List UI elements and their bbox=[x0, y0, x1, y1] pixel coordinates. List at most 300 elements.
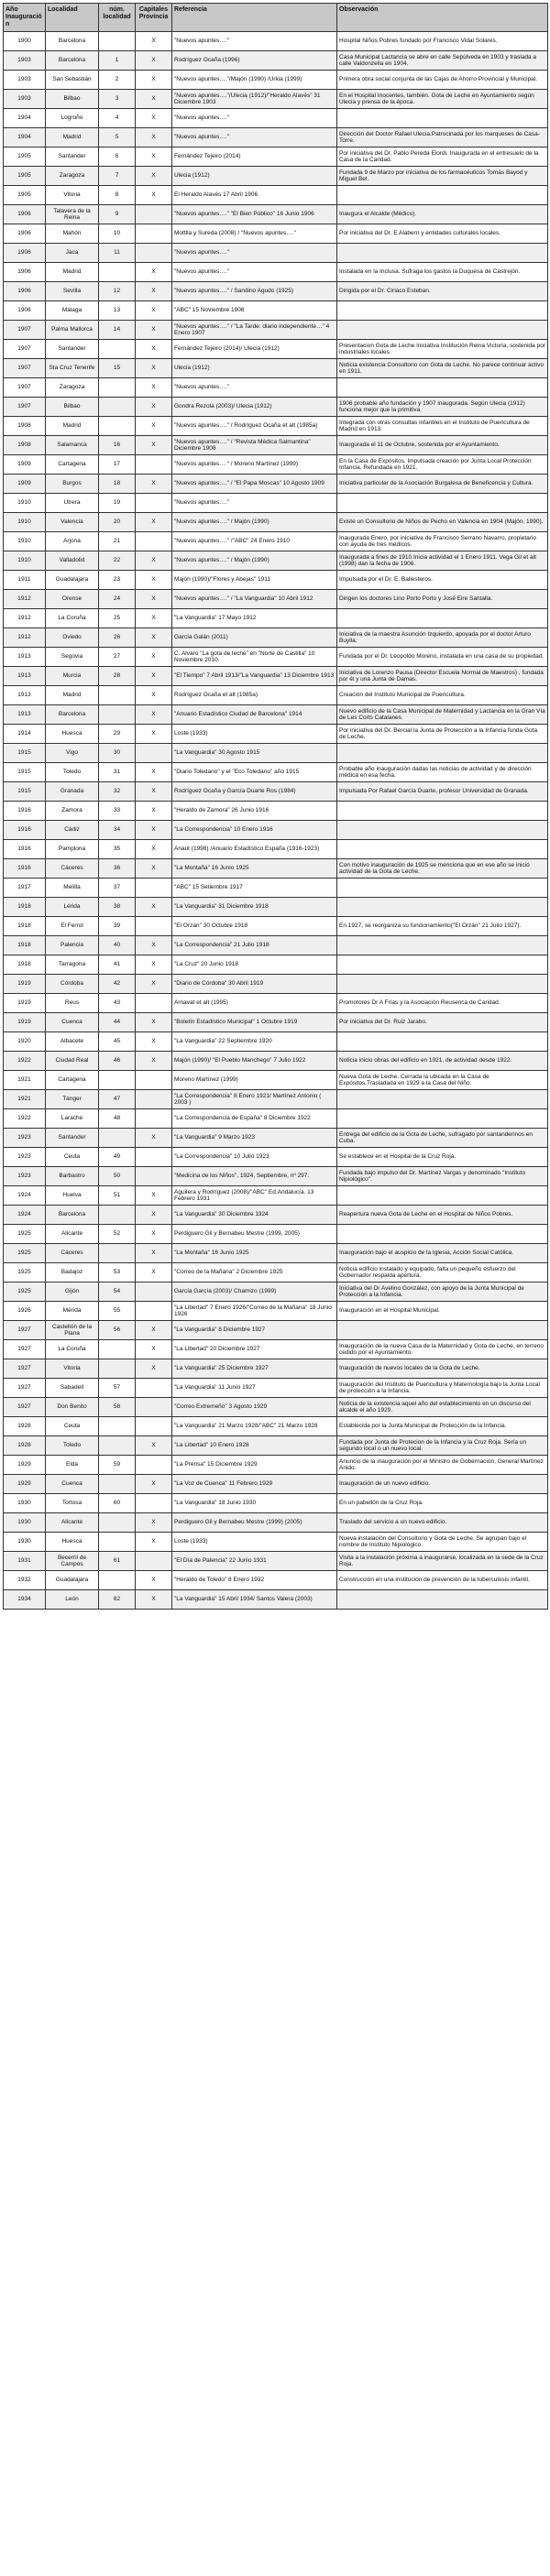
cell-locality: Arjona bbox=[46, 532, 99, 551]
cell-num-locality bbox=[99, 340, 136, 359]
cell-capital: X bbox=[136, 475, 172, 494]
cell-observation bbox=[337, 955, 548, 975]
table-row bbox=[4, 494, 548, 513]
table-row bbox=[4, 936, 548, 955]
cell-year: 1923 bbox=[4, 1167, 46, 1186]
cell-observation: Por iniciativa del Dr. Bercial la Junta de Protección a la Infancia funda Gota de Leche. bbox=[337, 725, 548, 744]
cell-year: 1910 bbox=[4, 513, 46, 532]
cell-year: 1922 bbox=[4, 1052, 46, 1071]
table-row bbox=[4, 32, 548, 51]
header-row bbox=[4, 4, 548, 32]
cell-reference: García García (2003)/ Chamizo (1999) bbox=[172, 1283, 337, 1302]
cell-num-locality bbox=[99, 705, 136, 725]
cell-num-locality bbox=[99, 32, 136, 51]
cell-reference: "El Tiempo" 7 Abril 1913/"La Vanguardia" 13 Diciembre 1913 bbox=[172, 667, 337, 686]
table-row bbox=[4, 378, 548, 398]
cell-observation: Fundada bajo impulso del Dr. Martínez Vargas y denominado "Instituto Nipiológico". bbox=[337, 1167, 548, 1186]
table-row bbox=[4, 840, 548, 859]
cell-capital: X bbox=[136, 147, 172, 167]
cell-locality: Cartagena bbox=[46, 1071, 99, 1090]
cell-num-locality: 17 bbox=[99, 455, 136, 475]
table-row bbox=[4, 51, 548, 71]
table-row bbox=[4, 90, 548, 109]
cell-locality: Madrid bbox=[46, 417, 99, 436]
cell-locality: Cuenca bbox=[46, 1475, 99, 1494]
cell-locality: Toledo bbox=[46, 763, 99, 782]
cell-reference: "Heraldo de Zamora" 26 Junio 1916 bbox=[172, 802, 337, 821]
cell-observation bbox=[337, 609, 548, 628]
cell-reference: C. Alvaro "La gota de leche" en "Norte de Castilla" 10 Noviembre 2010. bbox=[172, 648, 337, 667]
cell-year: 1913 bbox=[4, 705, 46, 725]
cell-locality: Santander bbox=[46, 1129, 99, 1148]
cell-locality: Larache bbox=[46, 1109, 99, 1129]
cell-capital bbox=[136, 1456, 172, 1475]
table-row bbox=[4, 417, 548, 436]
cell-observation bbox=[337, 1321, 548, 1340]
cell-observation: Por iniciativa del Dr. Ruiz Jarabo. bbox=[337, 1013, 548, 1032]
cell-year: 1928 bbox=[4, 1436, 46, 1456]
cell-reference: "Nuevos apuntes…." / "El Papa Moscas" 10 Agosto 1909 bbox=[172, 475, 337, 494]
cell-year: 1914 bbox=[4, 725, 46, 744]
cell-year: 1926 bbox=[4, 1302, 46, 1321]
cell-locality: Logroño bbox=[46, 109, 99, 128]
cell-num-locality: 3 bbox=[99, 90, 136, 109]
cell-capital: X bbox=[136, 1244, 172, 1263]
cell-locality: Orense bbox=[46, 590, 99, 609]
table-row bbox=[4, 109, 548, 128]
cell-observation: Nuevo edificio de la Casa Municipal de Maternidad y Lactancia en la Gran Vía de Les Corts Catalanes. bbox=[337, 705, 548, 725]
cell-locality: Ceuta bbox=[46, 1148, 99, 1167]
cell-observation bbox=[337, 821, 548, 840]
cell-locality: Albacete bbox=[46, 1032, 99, 1052]
cell-year: 1912 bbox=[4, 609, 46, 628]
table-row bbox=[4, 1244, 548, 1263]
cell-year: 1906 bbox=[4, 205, 46, 224]
cell-locality: Tortosa bbox=[46, 1494, 99, 1513]
table-row bbox=[4, 763, 548, 782]
table-row bbox=[4, 398, 548, 417]
cell-capital bbox=[136, 1552, 172, 1571]
cell-num-locality: 5 bbox=[99, 128, 136, 147]
cell-year: 1916 bbox=[4, 802, 46, 821]
cell-num-locality: 16 bbox=[99, 436, 136, 455]
table-row bbox=[4, 1359, 548, 1379]
cell-reference: Rodríguez Ocaña y García Duarte Ros (1984) bbox=[172, 782, 337, 802]
cell-year: 1907 bbox=[4, 378, 46, 398]
cell-capital: X bbox=[136, 782, 172, 802]
cell-capital: X bbox=[136, 955, 172, 975]
cell-reference: "La Correspondencia de España" 8 Diciembre 1922 bbox=[172, 1109, 337, 1129]
cell-year: 1903 bbox=[4, 90, 46, 109]
cell-capital: X bbox=[136, 1225, 172, 1244]
cell-observation: Inauguración de nuevos locales de la Gota de Leche. bbox=[337, 1359, 548, 1379]
cell-capital: X bbox=[136, 1321, 172, 1340]
cell-reference: "La Correspondencia" 10 Julio 1923 bbox=[172, 1148, 337, 1167]
cell-reference: Moreno Martínez (1999) bbox=[172, 1071, 337, 1090]
cell-year: 1904 bbox=[4, 109, 46, 128]
cell-year: 1925 bbox=[4, 1244, 46, 1263]
cell-capital: X bbox=[136, 321, 172, 340]
cell-num-locality: 56 bbox=[99, 1321, 136, 1340]
cell-observation: Impulsada Por Rafael García Duarte, profesor Universidad de Granada. bbox=[337, 782, 548, 802]
cell-reference: "La Vanguardia" 17 Mayo 1912 bbox=[172, 609, 337, 628]
cell-observation bbox=[337, 1590, 548, 1610]
cell-year: 1915 bbox=[4, 782, 46, 802]
cell-observation: Iniciativa particular de la Asociación Burgalesa de Beneficencia y Cultura. bbox=[337, 475, 548, 494]
cell-capital bbox=[136, 1148, 172, 1167]
cell-locality: Ciudad Real bbox=[46, 1052, 99, 1071]
cell-locality: Zaragoza bbox=[46, 378, 99, 398]
cell-observation: Inauguración en el Hospital Municipal. bbox=[337, 1302, 548, 1321]
cell-reference: "La Correspondencia" 8 Enero 1921/ Martínez Antonio ( 2003 ) bbox=[172, 1090, 337, 1109]
cell-observation: Inaugurada el 11 de Octubre, sostenida por el Ayuntamiento. bbox=[337, 436, 548, 455]
cell-capital: X bbox=[136, 186, 172, 205]
cell-observation: Instalada en la Inclusa. Sufraga los gastos la Duquesa de Castrejón. bbox=[337, 263, 548, 282]
cell-reference: Arnavat et alt (1995) bbox=[172, 994, 337, 1013]
cell-num-locality bbox=[99, 1533, 136, 1552]
cell-year: 1906 bbox=[4, 282, 46, 301]
table-row bbox=[4, 224, 548, 244]
cell-reference: "Nuevos apuntes…." / "La Vanguardia" 10 Abril 1912 bbox=[172, 590, 337, 609]
cell-locality: Reus bbox=[46, 994, 99, 1013]
cell-num-locality bbox=[99, 1513, 136, 1533]
cell-num-locality bbox=[99, 1071, 136, 1090]
table-row bbox=[4, 263, 548, 282]
cell-locality: Vitoria bbox=[46, 186, 99, 205]
cell-num-locality: 25 bbox=[99, 609, 136, 628]
cell-num-locality: 51 bbox=[99, 1186, 136, 1206]
header-reference: Referencia bbox=[172, 4, 337, 32]
cell-locality: Sevilla bbox=[46, 282, 99, 301]
cell-locality: La Coruña bbox=[46, 609, 99, 628]
cell-year: 1929 bbox=[4, 1456, 46, 1475]
cell-capital: X bbox=[136, 551, 172, 571]
cell-observation: Noticia de la existencia aquel año del establecimiento en un discurso del alcalde el año 1929. bbox=[337, 1398, 548, 1417]
cell-reference: "La Vanguardia" 22 Septiembre 1920 bbox=[172, 1032, 337, 1052]
cell-observation: Presentacion Gota de Leche iniciativa Institución Reina Victoria, sostenida por industriales locales. bbox=[337, 340, 548, 359]
cell-reference: "Nuevos apuntes…." bbox=[172, 32, 337, 51]
cell-observation: Hospital Niños Pobres fundado por Francisco Vidal Solares. bbox=[337, 32, 548, 51]
cell-year: 1905 bbox=[4, 167, 46, 186]
cell-observation bbox=[337, 840, 548, 859]
cell-locality: Barcelona bbox=[46, 32, 99, 51]
cell-year: 1906 bbox=[4, 244, 46, 263]
cell-year: 1915 bbox=[4, 763, 46, 782]
cell-capital: X bbox=[136, 898, 172, 917]
table-row bbox=[4, 167, 548, 186]
cell-reference: "Nuevos apuntes…."/Majón (1990) /Urkia (1999) bbox=[172, 71, 337, 90]
document bbox=[3, 3, 547, 1610]
cell-capital bbox=[136, 455, 172, 475]
table-row bbox=[4, 1379, 548, 1398]
cell-num-locality: 45 bbox=[99, 1032, 136, 1052]
cell-observation: Inauguración de un nuevo edificio. bbox=[337, 1475, 548, 1494]
cell-reference: "Boletín Estadístico Municipal" 1 Octubre 1919 bbox=[172, 1013, 337, 1032]
cell-observation: Con motivo inauguración de 1925 se menciona que en ese año se inició actividad de la Gota de Leche. bbox=[337, 859, 548, 879]
cell-capital: X bbox=[136, 725, 172, 744]
cell-capital: X bbox=[136, 609, 172, 628]
table-row bbox=[4, 1398, 548, 1417]
cell-year: 1910 bbox=[4, 532, 46, 551]
cell-capital: X bbox=[136, 859, 172, 879]
cell-year: 1907 bbox=[4, 359, 46, 378]
cell-year: 1908 bbox=[4, 436, 46, 455]
table-row bbox=[4, 321, 548, 340]
table-row bbox=[4, 590, 548, 609]
cell-observation: En el Hospital Inocentes, también. Gota de Leche en Ayuntamiento según Ulecia y prensa de la época. bbox=[337, 90, 548, 109]
table-row bbox=[4, 244, 548, 263]
cell-locality: Sta Cruz Tenerife bbox=[46, 359, 99, 378]
cell-num-locality bbox=[99, 1417, 136, 1436]
cell-reference: Perdiguero Gil y Bernabeu Mestre (1999, 2005) bbox=[172, 1225, 337, 1244]
cell-year: 1906 bbox=[4, 263, 46, 282]
cell-num-locality: 30 bbox=[99, 744, 136, 763]
cell-year: 1925 bbox=[4, 1263, 46, 1283]
table-row bbox=[4, 1129, 548, 1148]
cell-year: 1927 bbox=[4, 1359, 46, 1379]
cell-reference: Fernández Tejeiro (2014)/ Ulecia (1912) bbox=[172, 340, 337, 359]
cell-capital bbox=[136, 879, 172, 898]
cell-observation: Establecida por la Junta Municipal de Protección de la Infancia. bbox=[337, 1417, 548, 1436]
cell-reference: Ulecia (1912) bbox=[172, 359, 337, 378]
cell-year: 1932 bbox=[4, 1571, 46, 1590]
cell-num-locality: 43 bbox=[99, 994, 136, 1013]
cell-observation: En 1927, se reorganiza su funcionamiento("El Orzán" 21 Julio 1927). bbox=[337, 917, 548, 936]
cell-locality: Ceuta bbox=[46, 1417, 99, 1436]
cell-locality: Tarragona bbox=[46, 955, 99, 975]
cell-reference: "La Correspondencia" 21 Julio 1918 bbox=[172, 936, 337, 955]
table-row bbox=[4, 705, 548, 725]
table-row bbox=[4, 782, 548, 802]
cell-year: 1921 bbox=[4, 1071, 46, 1090]
cell-num-locality: 12 bbox=[99, 282, 136, 301]
table-row bbox=[4, 1013, 548, 1032]
cell-num-locality: 37 bbox=[99, 879, 136, 898]
cell-num-locality bbox=[99, 1129, 136, 1148]
cell-reference: "La Vanguardia" 21 Marzo 1928/"ABC" 21 Marzo 1928 bbox=[172, 1417, 337, 1436]
cell-locality: Gijón bbox=[46, 1283, 99, 1302]
table-row bbox=[4, 1417, 548, 1436]
cell-reference: "Nuevos apuntes…." bbox=[172, 128, 337, 147]
cell-capital: X bbox=[136, 1013, 172, 1032]
cell-year: 1907 bbox=[4, 398, 46, 417]
cell-year: 1904 bbox=[4, 128, 46, 147]
cell-year: 1910 bbox=[4, 494, 46, 513]
cell-reference: "La Cruz" 20 Junio 1918 bbox=[172, 955, 337, 975]
cell-year: 1923 bbox=[4, 1148, 46, 1167]
cell-year: 1906 bbox=[4, 224, 46, 244]
table-row bbox=[4, 1167, 548, 1186]
cell-observation: En un pabellón de la Cruz Roja. bbox=[337, 1494, 548, 1513]
cell-num-locality: 10 bbox=[99, 224, 136, 244]
table-body bbox=[4, 32, 548, 1610]
cell-reference: "Nuevos apuntes…." / Moreno Martínez (1999) bbox=[172, 455, 337, 475]
cell-observation bbox=[337, 186, 548, 205]
cell-reference: Rodríguez Ocaña et alt (1985a) bbox=[172, 686, 337, 705]
cell-reference: "Nuevos apuntes…." / Majón (1990) bbox=[172, 513, 337, 532]
table-row bbox=[4, 744, 548, 763]
cell-num-locality: 20 bbox=[99, 513, 136, 532]
cell-reference: "La Vanguardia" 9 Marzo 1923 bbox=[172, 1129, 337, 1148]
cell-reference: "La Voz de Cuenca" 11 Febrero 1929 bbox=[172, 1475, 337, 1494]
cell-observation: Inaugurada a fines de 1910.Inicia actividad el 1 Enero 1911. Vega Gil et alt (1998) dan la fecha de 1906. bbox=[337, 551, 548, 571]
cell-num-locality: 42 bbox=[99, 975, 136, 994]
table-row bbox=[4, 1071, 548, 1090]
table-row bbox=[4, 186, 548, 205]
cell-capital: X bbox=[136, 1129, 172, 1148]
cell-capital: X bbox=[136, 628, 172, 648]
cell-locality: Pamplona bbox=[46, 840, 99, 859]
cell-capital bbox=[136, 1109, 172, 1129]
cell-year: 1912 bbox=[4, 590, 46, 609]
cell-locality: Santander bbox=[46, 340, 99, 359]
cell-locality: Salamanca bbox=[46, 436, 99, 455]
cell-locality: Cartagena bbox=[46, 455, 99, 475]
cell-capital bbox=[136, 1398, 172, 1417]
cell-reference: "La Vanguardia" 30 Diciembre 1924 bbox=[172, 1206, 337, 1225]
cell-num-locality: 54 bbox=[99, 1283, 136, 1302]
cell-observation: Nueva instalación del Consultorio y Gota de Leche. Se agrupan bajo el nombre de Instituto Nipiológico. bbox=[337, 1533, 548, 1552]
table-row bbox=[4, 205, 548, 224]
cell-reference: "La Correspondencia" 10 Enero 1916 bbox=[172, 821, 337, 840]
table-row bbox=[4, 1283, 548, 1302]
cell-locality: Badajoz bbox=[46, 1263, 99, 1283]
cell-capital: X bbox=[136, 1052, 172, 1071]
cell-locality: Elda bbox=[46, 1456, 99, 1475]
cell-capital bbox=[136, 494, 172, 513]
cell-capital: X bbox=[136, 167, 172, 186]
cell-num-locality: 46 bbox=[99, 1052, 136, 1071]
cell-num-locality: 59 bbox=[99, 1456, 136, 1475]
cell-year: 1913 bbox=[4, 648, 46, 667]
cell-num-locality: 49 bbox=[99, 1148, 136, 1167]
cell-capital bbox=[136, 532, 172, 551]
cell-locality: Barcelona bbox=[46, 1206, 99, 1225]
cell-locality: Huelva bbox=[46, 1186, 99, 1206]
cell-locality: Mahón bbox=[46, 224, 99, 244]
cell-observation: Iniciativa del Dr Avelino González, con apoyo de la Junta Municipal de Protección a la Infancia. bbox=[337, 1283, 548, 1302]
cell-observation: Noticia existencia Consultorio con Gota de Leche. No parece continuar activo en 1911. bbox=[337, 359, 548, 378]
cell-reference: "Heraldo de Toledo" 8 Enero 1932 bbox=[172, 1571, 337, 1590]
cell-num-locality bbox=[99, 398, 136, 417]
cell-locality: Palma Mallorca bbox=[46, 321, 99, 340]
cell-num-locality: 35 bbox=[99, 840, 136, 859]
cell-capital: X bbox=[136, 109, 172, 128]
cell-observation: Por iniciativa del Dr. E Alabern y entidades culturales locales. bbox=[337, 224, 548, 244]
cell-observation: Dirigen los doctores Lino Porto Porto y José Eire Santalla. bbox=[337, 590, 548, 609]
cell-num-locality: 7 bbox=[99, 167, 136, 186]
cell-observation: Reapertura nueva Gota de Leche en el Hospital de Niños Pobres. bbox=[337, 1206, 548, 1225]
cell-capital: X bbox=[136, 648, 172, 667]
cell-observation: Iniciativa de la maestra Asunción Izquierdo, apoyada por el doctor Arturo Buylla. bbox=[337, 628, 548, 648]
cell-year: 1903 bbox=[4, 71, 46, 90]
table-row bbox=[4, 917, 548, 936]
table-row bbox=[4, 821, 548, 840]
table-row bbox=[4, 282, 548, 301]
cell-num-locality: 41 bbox=[99, 955, 136, 975]
table-row bbox=[4, 1340, 548, 1359]
cell-reference: Loste (1933) bbox=[172, 725, 337, 744]
cell-num-locality: 22 bbox=[99, 551, 136, 571]
cell-capital bbox=[136, 1071, 172, 1090]
cell-observation: Fundada 9 de Marzo por iniciativa de los farmacéuticos Tomás Bayod y Miguel Bel. bbox=[337, 167, 548, 186]
cell-year: 1919 bbox=[4, 994, 46, 1013]
cell-locality: Guadalajara bbox=[46, 1571, 99, 1590]
table-row bbox=[4, 686, 548, 705]
table-row bbox=[4, 1321, 548, 1340]
table-row bbox=[4, 859, 548, 879]
cell-num-locality: 1 bbox=[99, 51, 136, 71]
table-row bbox=[4, 609, 548, 628]
cell-observation bbox=[337, 1225, 548, 1244]
cell-reference: "La Vanguardia" 18 Junio 1930 bbox=[172, 1494, 337, 1513]
cell-observation bbox=[337, 301, 548, 321]
cell-observation: Entrega del edificio de la Gota de Leche, sufragado por santanderinos en Cuba. bbox=[337, 1129, 548, 1148]
cell-observation: Inaugurada Enero, por iniciativa de Francisco Serrano Navarro, propietario con ayuda de tres médicos. bbox=[337, 532, 548, 551]
cell-capital bbox=[136, 205, 172, 224]
cell-year: 1927 bbox=[4, 1340, 46, 1359]
cell-observation: Promotores Dr A Frías y la Asociación Reusenca de Caridad. bbox=[337, 994, 548, 1013]
cell-capital: X bbox=[136, 1359, 172, 1379]
cell-locality: Guadalajara bbox=[46, 571, 99, 590]
table-row bbox=[4, 359, 548, 378]
cell-num-locality bbox=[99, 1436, 136, 1456]
cell-capital: X bbox=[136, 1571, 172, 1590]
header-capitals: Capitales Provincia bbox=[136, 4, 172, 32]
cell-locality: Bilbao bbox=[46, 90, 99, 109]
cell-year: 1930 bbox=[4, 1494, 46, 1513]
cell-reference: "El Orzan" 30 Octubre 1918 bbox=[172, 917, 337, 936]
cell-year: 1925 bbox=[4, 1225, 46, 1244]
cell-year: 1916 bbox=[4, 859, 46, 879]
table-row bbox=[4, 628, 548, 648]
cell-year: 1928 bbox=[4, 1417, 46, 1436]
cell-num-locality: 55 bbox=[99, 1302, 136, 1321]
cell-num-locality: 50 bbox=[99, 1167, 136, 1186]
cell-locality: Madrid bbox=[46, 128, 99, 147]
cell-observation: Integrada con otras consultas infantiles en el Instituto de Puericultura de Madrid en 1913. bbox=[337, 417, 548, 436]
cell-capital bbox=[136, 1167, 172, 1186]
cell-locality: Alicante bbox=[46, 1513, 99, 1533]
table-row bbox=[4, 1186, 548, 1206]
table-row bbox=[4, 1090, 548, 1109]
cell-num-locality: 36 bbox=[99, 859, 136, 879]
gota-de-leche-table bbox=[3, 3, 548, 1610]
cell-locality: Don Benito bbox=[46, 1398, 99, 1417]
table-row bbox=[4, 1552, 548, 1571]
cell-num-locality: 32 bbox=[99, 782, 136, 802]
cell-observation: Traslado del servicio a un nuevo edificio. bbox=[337, 1513, 548, 1533]
cell-reference: "Nuevos apuntes…." / Sandino Agudo (1925) bbox=[172, 282, 337, 301]
table-row bbox=[4, 1032, 548, 1052]
cell-locality: Valladolid bbox=[46, 551, 99, 571]
cell-reference: Perdiguero Gil y Bernabeu Mestre (1999) (2005) bbox=[172, 1513, 337, 1533]
cell-reference: "Diario de Córdoba" 30 Abril 1919 bbox=[172, 975, 337, 994]
cell-capital: X bbox=[136, 71, 172, 90]
cell-locality: Murcia bbox=[46, 667, 99, 686]
cell-num-locality: 2 bbox=[99, 71, 136, 90]
cell-num-locality: 8 bbox=[99, 186, 136, 205]
cell-capital: X bbox=[136, 1186, 172, 1206]
cell-year: 1919 bbox=[4, 975, 46, 994]
cell-reference: "ABC" 15 Noviembre 1906 bbox=[172, 301, 337, 321]
cell-reference: "Nuevos apuntes…." /"ABC" 24 Enero 1910 bbox=[172, 532, 337, 551]
cell-observation: 1906 probable año fundación y 1907 inaugurada. Según Ulecia (1912) funciona mejor que la primitiva. bbox=[337, 398, 548, 417]
cell-num-locality: 13 bbox=[99, 301, 136, 321]
cell-num-locality: 48 bbox=[99, 1109, 136, 1129]
cell-locality: Sabadell bbox=[46, 1379, 99, 1398]
cell-observation: Probable año inauguración dadas las noticias de actividad y de dirección médica en esa fecha. bbox=[337, 763, 548, 782]
